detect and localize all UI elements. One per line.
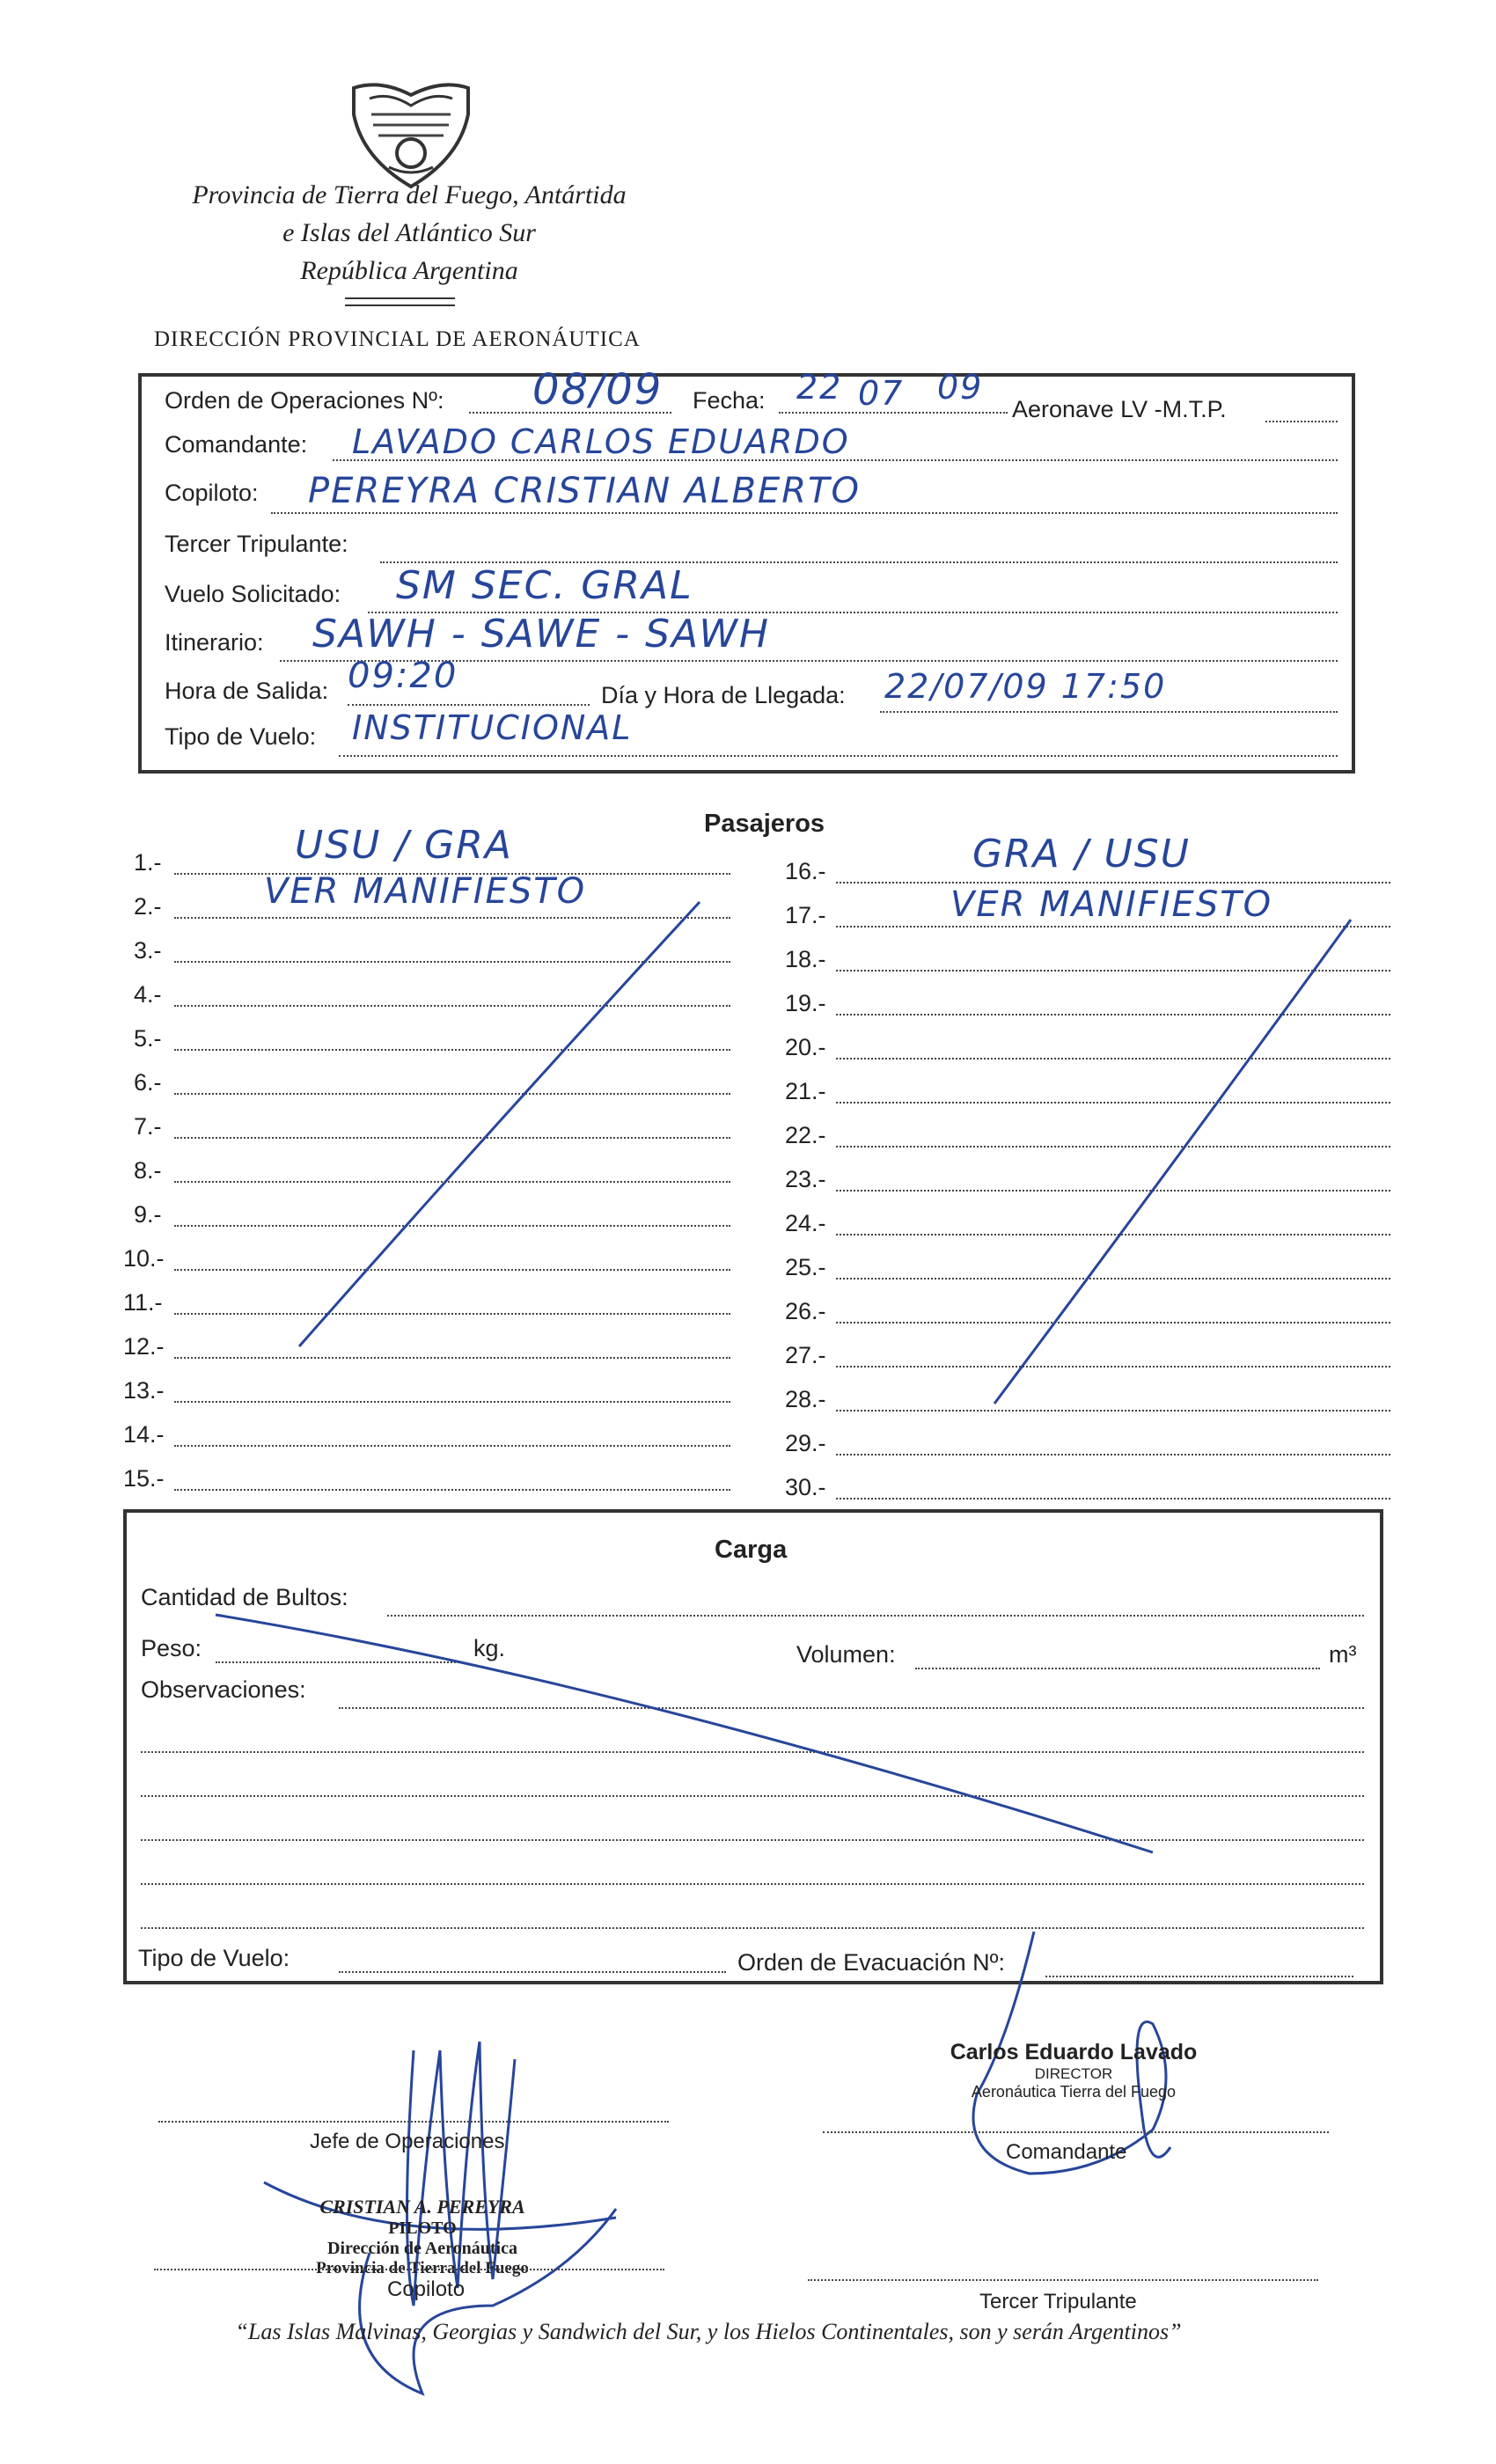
passenger-right-entry-2: VER MANIFIESTO [950,884,1273,925]
passenger-number: 19.- [785,990,826,1016]
carga-tipo-vuelo-line [339,1971,726,1973]
observaciones-line [141,1883,1364,1885]
passenger-number: 13.- [123,1377,165,1404]
passenger-number: 27.- [785,1342,826,1368]
passenger-line [174,1093,730,1095]
passenger-left-entry-2: VER MANIFIESTO [264,871,587,912]
passenger-line [174,1005,730,1007]
passenger-line [174,1445,730,1447]
passenger-row [783,1474,1390,1509]
passenger-number: 23.- [785,1166,826,1192]
footer-quote: “Las Islas Malvinas, Georgias y Sandwich del Sur, y los Hielos Continentales, son y serán Argentinos” [235,2319,1182,2344]
passenger-line [174,1269,730,1271]
evacuacion-line [1045,1976,1353,1977]
tercer-signature-line [808,2279,1318,2281]
peso-line [216,1661,462,1663]
passenger-row [783,1078,1390,1113]
bultos-label: Cantidad de Bultos: [141,1584,348,1610]
passenger-line [836,1410,1390,1412]
carga-tipo-vuelo-label: Tipo de Vuelo: [138,1945,290,1971]
stamp-director [933,2040,1214,2101]
passenger-number: 5.- [134,1025,162,1052]
passenger-line [836,1102,1390,1104]
passenger-line [174,1137,730,1139]
volumen-line [915,1668,1320,1669]
passenger-row [123,937,730,972]
passenger-line [836,1278,1390,1280]
passenger-number: 16.- [785,858,826,884]
department-title: DIRECCIÓN PROVINCIAL DE AERONÁUTICA [154,327,641,351]
pasajeros-title: Pasajeros [704,810,825,838]
header-divider-2 [345,304,455,306]
passenger-line [836,1322,1390,1324]
passenger-number: 8.- [134,1157,162,1184]
passenger-row [783,1430,1390,1465]
llegada-line [880,711,1338,713]
passenger-number: 26.- [785,1298,826,1324]
observaciones-line [141,1839,1364,1841]
jefe-label: Jefe de Operaciones [310,2130,505,2153]
passenger-line [836,1454,1390,1456]
tercer-tripulante-label: Tercer Tripulante: [165,531,348,557]
passenger-row [123,1201,730,1236]
passenger-row [123,981,730,1016]
passenger-line [174,1489,730,1491]
passenger-line [836,1498,1390,1500]
stamp-copiloto-name: CRISTIAN A. PEREYRA [319,2196,525,2218]
passenger-line [836,1146,1390,1148]
passenger-number: 7.- [134,1113,162,1140]
passenger-number: 2.- [134,893,162,920]
stamp-director-org: Aeronáutica Tierra del Fuego [971,2083,1177,2101]
comandante-signature-line [823,2131,1329,2133]
bultos-line [387,1615,1364,1617]
passenger-number: 10.- [123,1245,165,1272]
copiloto-value: PEREYRA CRISTIAN ALBERTO [308,471,861,511]
passenger-row [783,1298,1390,1333]
passenger-row [123,1025,730,1060]
passenger-number: 25.- [785,1254,826,1280]
coat-of-arms-logo [345,79,477,194]
observaciones-line [141,1927,1364,1929]
passenger-line [174,1357,730,1359]
passenger-row [783,946,1390,981]
passenger-line [836,1234,1390,1236]
header-province-line2: e Islas del Atlántico Sur [282,218,536,247]
stamp-copiloto [264,2196,581,2278]
passenger-row [783,1254,1390,1289]
passenger-number: 28.- [785,1386,826,1412]
passenger-line [174,1049,730,1051]
fecha-month: 07 [858,374,905,413]
passenger-number: 12.- [123,1333,165,1360]
observaciones-label: Observaciones: [141,1676,306,1703]
comandante-value: LAVADO CARLOS EDUARDO [352,422,850,461]
peso-unit: kg. [473,1635,506,1661]
hora-salida-line [348,704,590,706]
passenger-number: 29.- [785,1430,826,1456]
orden-label: Orden de Operaciones Nº: [165,387,444,414]
passenger-line [836,926,1390,928]
llegada-label: Día y Hora de Llegada: [601,682,846,708]
passenger-number: 4.- [134,981,162,1008]
passenger-row [123,1069,730,1104]
passenger-number: 22.- [785,1122,826,1148]
aeronave-line [1265,421,1338,422]
comandante-sign-label: Comandante [1006,2140,1127,2164]
passenger-number: 3.- [134,937,162,964]
passenger-number: 6.- [134,1069,162,1096]
fecha-year: 09 [937,368,984,407]
passenger-number: 24.- [785,1210,826,1236]
tipo-vuelo-label: Tipo de Vuelo: [165,723,317,750]
header-country: República Argentina [300,256,518,285]
passenger-number: 9.- [134,1201,162,1228]
passenger-line [174,1313,730,1315]
passenger-row [783,990,1390,1025]
copiloto-signature-line [154,2269,664,2270]
passenger-number: 21.- [785,1078,826,1104]
comandante-label: Comandante: [165,431,308,458]
passenger-number: 30.- [785,1474,826,1500]
passenger-row [123,1377,730,1412]
copiloto-line [271,512,1338,514]
fecha-day: 22 [796,368,843,407]
passenger-number: 1.- [134,849,162,876]
hora-salida-label: Hora de Salida: [165,678,329,704]
carga-box [123,1509,1383,1984]
stamp-director-title: DIRECTOR [1034,2065,1113,2082]
observaciones-line [141,1795,1364,1797]
evacuacion-label: Orden de Evacuación Nº: [737,1949,1006,1976]
itinerario-label: Itinerario: [165,629,264,656]
jefe-signature-line [158,2121,669,2123]
passenger-row [123,1113,730,1148]
passenger-row [123,1465,730,1500]
tercer-sign-label: Tercer Tripulante [979,2290,1137,2314]
itinerario-value: SAWH - SAWE - SAWH [312,612,770,656]
passenger-line [836,882,1390,884]
passenger-number: 11.- [123,1289,163,1316]
observaciones-line [339,1707,1364,1709]
passenger-line [836,970,1390,972]
passenger-row [123,1157,730,1192]
copiloto-sign-label: Copiloto [387,2277,466,2301]
passenger-number: 17.- [785,902,826,928]
passenger-line [836,1058,1390,1060]
llegada-value: 22/07/09 17:50 [884,667,1167,706]
copiloto-label: Copiloto: [165,480,259,506]
vuelo-solicitado-value: SM SEC. GRAL [396,563,693,608]
passenger-number: 14.- [123,1421,165,1448]
stamp-director-name: Carlos Eduardo Lavado [950,2040,1198,2064]
passenger-line [174,961,730,963]
vuelo-solicitado-label: Vuelo Solicitado: [165,581,341,607]
passenger-left-entry-1: USU / GRA [295,823,513,868]
passenger-line [836,1014,1390,1016]
header-divider [345,297,455,299]
passenger-row [783,1122,1390,1157]
passenger-number: 20.- [785,1034,826,1060]
tipo-vuelo-line [339,755,1338,757]
header-province-line1: Provincia de Tierra del Fuego, Antártida [192,180,627,209]
passenger-right-entry-1: GRA / USU [972,832,1191,876]
passenger-row [783,1386,1390,1421]
passenger-row [783,1342,1390,1377]
carga-title: Carga [715,1536,788,1564]
volumen-unit: m³ [1329,1641,1357,1668]
passenger-line [174,1401,730,1403]
passenger-number: 15.- [123,1465,165,1492]
hora-salida-value: 09:20 [348,656,458,696]
volumen-label: Volumen: [796,1641,896,1668]
orden-value: 08/09 [532,365,664,414]
passenger-row [783,1210,1390,1245]
passenger-line [174,1181,730,1183]
stamp-copiloto-org1: Dirección de Aeronáutica [327,2239,517,2258]
fecha-label: Fecha: [693,387,766,414]
passenger-row [783,1034,1390,1069]
passenger-line [836,1366,1390,1368]
observaciones-line [141,1751,1364,1753]
passenger-number: 18.- [785,946,826,972]
passenger-row [123,1245,730,1280]
passenger-line [174,1225,730,1227]
passenger-row [123,1333,730,1368]
passenger-line [836,1190,1390,1192]
passenger-line [174,917,730,919]
peso-label: Peso: [141,1635,202,1661]
tipo-vuelo-value: INSTITUCIONAL [352,708,633,747]
stamp-copiloto-org2: Provincia de Tierra del Fuego [316,2259,529,2277]
passenger-row [123,1289,730,1324]
stamp-copiloto-title: PILOTO [388,2218,457,2238]
aeronave-label: Aeronave LV -M.T.P. [1012,396,1227,422]
passenger-row [783,1166,1390,1201]
passenger-row [123,1421,730,1456]
